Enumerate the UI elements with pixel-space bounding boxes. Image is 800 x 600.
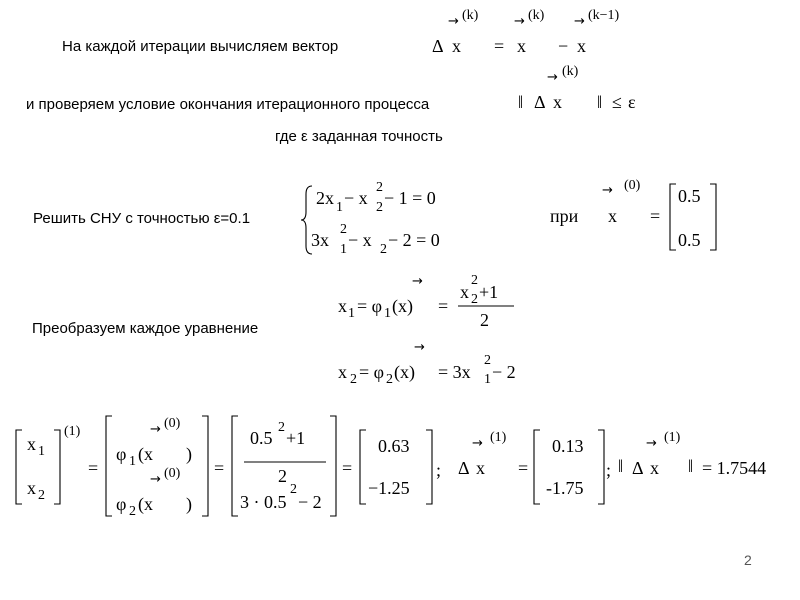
transform-text: Преобразуем каждое уравнение (32, 320, 259, 337)
x-symbol: x (452, 36, 461, 56)
check-condition-text: и проверяем условие окончания итерационного процесса (26, 96, 430, 113)
superscript-1: (1) (64, 424, 81, 439)
x-symbol: x (577, 36, 586, 56)
superscript-0: (0) (624, 178, 641, 193)
x1-result-value: 0.63 (378, 436, 410, 456)
superscript-k: (k) (562, 64, 579, 79)
superscript-k: (k) (462, 8, 479, 23)
less-equal-sign: ≤ (612, 92, 622, 112)
x-symbol: x (553, 92, 562, 112)
superscript-k: (k) (528, 8, 545, 23)
initial-x2-value: 0.5 (678, 230, 701, 250)
fraction-bar (458, 304, 516, 308)
superscript-k-minus-1: (k−1) (588, 8, 620, 23)
x-symbol: x (608, 206, 617, 226)
vector-arrow-icon: → (514, 14, 525, 29)
vector-arrow-icon: → (472, 436, 483, 451)
vector-arrow-icon: → (414, 340, 425, 355)
precision-text: где ε заданная точность (275, 128, 443, 145)
vector-arrow-icon: → (646, 436, 657, 451)
vector-arrow-icon: → (150, 422, 161, 437)
vector-arrow-icon: → (602, 183, 613, 198)
vector-arrow-icon: → (448, 14, 459, 29)
norm-left: ‖ (518, 92, 524, 112)
equals-sign: = (494, 36, 505, 56)
page-number: 2 (744, 552, 752, 568)
x2-result-value: −1.25 (368, 478, 410, 498)
epsilon-symbol: ε (628, 92, 636, 112)
delta-symbol: Δ (432, 36, 444, 56)
vector-arrow-icon: → (547, 70, 558, 85)
vector-arrow-icon: → (574, 14, 585, 29)
norm-value: = 1.7544 (702, 458, 767, 478)
compute-vector-text: На каждой итерации вычисляем вектор (62, 38, 339, 55)
vector-arrow-icon: → (150, 472, 161, 487)
pri-word: при (550, 206, 579, 226)
delta-symbol: Δ (534, 92, 546, 112)
norm-right: ‖ (597, 92, 603, 112)
delta-x1-value: 0.13 (552, 436, 584, 456)
x-symbol: x (517, 36, 526, 56)
initial-x1-value: 0.5 (678, 186, 701, 206)
equals-sign: = (650, 206, 661, 226)
problem-text: Решить СНУ с точностью ε=0.1 (33, 210, 251, 227)
delta-x2-value: -1.75 (546, 478, 584, 498)
minus-sign: − (558, 36, 569, 56)
vector-arrow-icon: → (412, 274, 423, 289)
